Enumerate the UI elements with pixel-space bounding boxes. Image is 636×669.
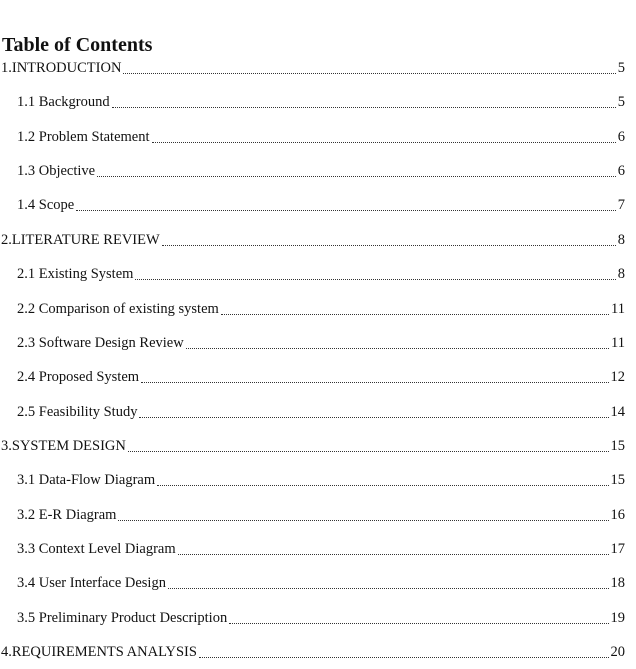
toc-entry-page-number: 5 bbox=[617, 94, 625, 111]
toc-entry-subsection[interactable] bbox=[17, 196, 625, 214]
toc-entry-subsection[interactable] bbox=[17, 93, 625, 111]
toc-entry-page-number: 15 bbox=[610, 437, 625, 454]
toc-entry-section[interactable] bbox=[1, 643, 625, 661]
toc-entry-page-number: 11 bbox=[611, 334, 625, 351]
toc-entry-page-number: 6 bbox=[617, 128, 625, 145]
toc-entry-subsection[interactable] bbox=[17, 506, 625, 524]
toc-entry-subsection[interactable] bbox=[17, 403, 625, 421]
toc-entry-label: 1.4 Scope bbox=[17, 197, 75, 214]
toc-entry-page-number: 15 bbox=[610, 472, 625, 489]
toc-entry-page-number: 11 bbox=[611, 300, 625, 317]
toc-dot-leader bbox=[112, 107, 616, 108]
toc-entry-page-number: 8 bbox=[617, 266, 625, 283]
toc-entry-page-number: 12 bbox=[610, 369, 625, 386]
toc-dot-leader bbox=[118, 520, 608, 521]
toc-entry-page-number: 8 bbox=[617, 231, 625, 248]
toc-title: Table of Contents bbox=[2, 34, 153, 56]
toc-dot-leader bbox=[157, 485, 608, 486]
toc-entry-label: 2.2 Comparison of existing system bbox=[17, 300, 219, 317]
toc-dot-leader bbox=[97, 176, 616, 177]
toc-entry-label: 2.1 Existing System bbox=[17, 266, 134, 283]
toc-dot-leader bbox=[229, 623, 608, 624]
toc-entry-page-number: 6 bbox=[617, 163, 625, 180]
toc-entry-section[interactable] bbox=[1, 437, 625, 455]
toc-entry-page-number: 16 bbox=[610, 506, 625, 523]
toc-entry-section[interactable] bbox=[1, 231, 625, 249]
toc-dot-leader bbox=[139, 417, 608, 418]
toc-entry-page-number: 20 bbox=[610, 644, 625, 660]
toc-entry-page-number: 17 bbox=[610, 540, 625, 557]
toc-entry-label: 1.3 Objective bbox=[17, 163, 96, 180]
toc-dot-leader bbox=[168, 588, 609, 589]
toc-entry-page-number: 18 bbox=[610, 575, 625, 592]
toc-entry-page-number: 5 bbox=[617, 60, 625, 76]
toc-dot-leader bbox=[76, 210, 616, 211]
toc-entry-page-number: 19 bbox=[610, 609, 625, 626]
toc-dot-leader bbox=[186, 348, 609, 349]
toc-entry-label: 3.2 E-R Diagram bbox=[17, 506, 117, 523]
toc-dot-leader bbox=[221, 314, 609, 315]
toc-entry-subsection[interactable] bbox=[17, 300, 625, 318]
toc-entry-subsection[interactable] bbox=[17, 609, 625, 627]
toc-entry-label: 3.1 Data-Flow Diagram bbox=[17, 472, 156, 489]
toc-dot-leader bbox=[152, 142, 616, 143]
toc-entry-label: 2.5 Feasibility Study bbox=[17, 403, 138, 420]
toc-entry-label: 3.SYSTEM DESIGN bbox=[1, 437, 126, 454]
toc-entry-page-number: 7 bbox=[617, 197, 625, 214]
toc-dot-leader bbox=[141, 382, 608, 383]
toc-dot-leader bbox=[199, 657, 609, 658]
toc-entry-label: 2.LITERATURE REVIEW bbox=[1, 231, 160, 248]
toc-entry-subsection[interactable] bbox=[17, 471, 625, 489]
toc-entry-label: 3.5 Preliminary Product Description bbox=[17, 609, 228, 626]
toc-entry-label: 1.1 Background bbox=[17, 94, 110, 111]
toc-entry-subsection[interactable] bbox=[17, 368, 625, 386]
toc-entry-label: 2.3 Software Design Review bbox=[17, 334, 184, 351]
toc-entry-label: 2.4 Proposed System bbox=[17, 369, 140, 386]
toc-entry-page-number: 14 bbox=[610, 403, 625, 420]
toc-entry-label: 3.4 User Interface Design bbox=[17, 575, 166, 592]
toc-entry-subsection[interactable] bbox=[17, 128, 625, 146]
toc-entry-section[interactable] bbox=[1, 59, 625, 77]
toc-entry-label: 3.3 Context Level Diagram bbox=[17, 540, 176, 557]
toc-dot-leader bbox=[162, 245, 616, 246]
toc-entry-subsection[interactable] bbox=[17, 162, 625, 180]
toc-entry-label: 1.2 Problem Statement bbox=[17, 128, 150, 145]
toc-dot-leader bbox=[178, 554, 609, 555]
toc-dot-leader bbox=[135, 279, 615, 280]
toc-dot-leader bbox=[123, 73, 615, 74]
toc-entry-subsection[interactable] bbox=[17, 540, 625, 558]
toc-entry-subsection[interactable] bbox=[17, 265, 625, 283]
toc-entry-subsection[interactable] bbox=[17, 334, 625, 352]
toc-entry-label: 4.REQUIREMENTS ANALYSIS bbox=[1, 644, 197, 660]
toc-entry-subsection[interactable] bbox=[17, 574, 625, 592]
toc-dot-leader bbox=[128, 451, 609, 452]
toc-entry-label: 1.INTRODUCTION bbox=[1, 60, 122, 76]
